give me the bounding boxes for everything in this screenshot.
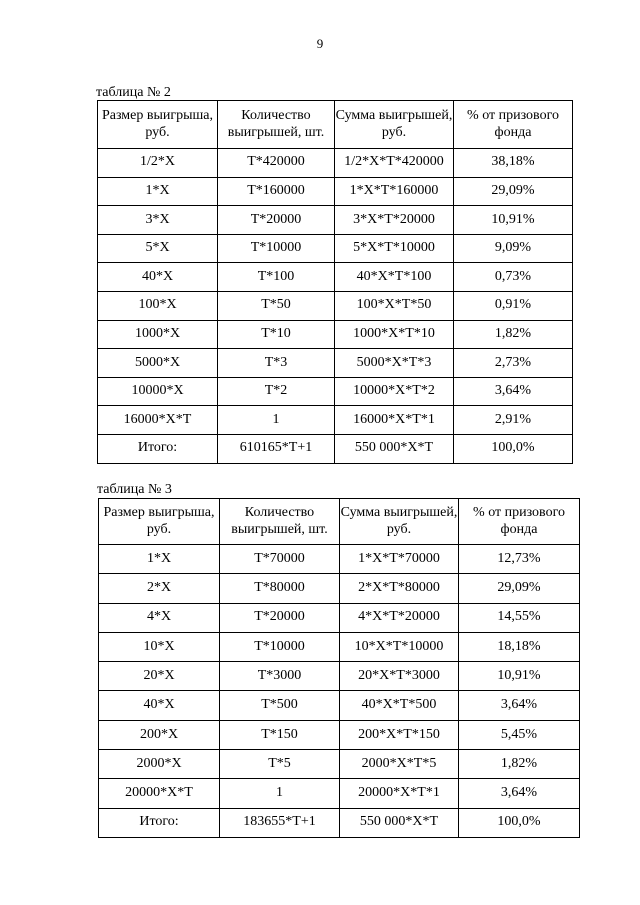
table-row <box>99 545 580 574</box>
table-cell: 5*X <box>98 234 218 263</box>
table-cell: 100*X <box>98 291 218 320</box>
table-row <box>98 291 573 320</box>
table-cell: 100,0% <box>459 808 580 837</box>
table-cell: 0,91% <box>454 291 573 320</box>
table-cell: 1*X*T*70000 <box>340 545 459 574</box>
table-row <box>98 320 573 349</box>
column-header: Количество выигрышей, шт. <box>218 101 335 149</box>
prize-table-2 <box>97 100 573 464</box>
table-cell: 10*X <box>99 632 220 661</box>
table-row <box>99 662 580 691</box>
table-row <box>98 349 573 378</box>
table-cell: 16000*X*T <box>98 406 218 435</box>
table-cell: 100*X*T*50 <box>335 291 454 320</box>
header-row <box>99 499 580 545</box>
table-cell: 20000*X*T*1 <box>340 779 459 808</box>
table-cell: Итого: <box>98 434 218 463</box>
column-header: % от призового фонда <box>454 101 573 149</box>
table-cell: 550 000*X*T <box>335 434 454 463</box>
table-cell: 3,64% <box>459 779 580 808</box>
table-cell: 1,82% <box>454 320 573 349</box>
table-cell: 29,09% <box>459 574 580 603</box>
table-cell: 3,64% <box>454 377 573 406</box>
table-cell: T*50 <box>218 291 335 320</box>
table-cell: T*10000 <box>218 234 335 263</box>
table-cell: 100,0% <box>454 434 573 463</box>
table-cell: 1 <box>218 406 335 435</box>
header-row <box>98 101 573 149</box>
table-cell: 1*X*T*160000 <box>335 177 454 206</box>
column-header: Сумма выигрышей, руб. <box>335 101 454 149</box>
table-cell: 5000*X <box>98 349 218 378</box>
table-cell: 5000*X*T*3 <box>335 349 454 378</box>
table-cell: 40*X*T*100 <box>335 263 454 292</box>
total-row <box>98 434 573 463</box>
prize-table-3 <box>98 498 580 838</box>
table-cell: T*500 <box>220 691 340 720</box>
table-cell: 550 000*X*T <box>340 808 459 837</box>
table-cell: 4*X <box>99 603 220 632</box>
table-row <box>99 603 580 632</box>
table-cell: 2*X <box>99 574 220 603</box>
page-number: 9 <box>316 36 324 51</box>
table-cell: T*100 <box>218 263 335 292</box>
column-header: Размер выигрыша, руб. <box>98 101 218 149</box>
table-cell: 1/2*X <box>98 149 218 178</box>
table-cell: 5*X*T*10000 <box>335 234 454 263</box>
table-cell: 40*X <box>99 691 220 720</box>
table-cell: 10000*X <box>98 377 218 406</box>
table-cell: T*70000 <box>220 545 340 574</box>
table-row <box>99 779 580 808</box>
table-cell: T*80000 <box>220 574 340 603</box>
table-cell: 16000*X*T*1 <box>335 406 454 435</box>
table-cell: T*20000 <box>220 603 340 632</box>
table-cell: T*5 <box>220 750 340 779</box>
table-cell: 610165*T+1 <box>218 434 335 463</box>
table-cell: 1/2*X*T*420000 <box>335 149 454 178</box>
table-cell: T*2 <box>218 377 335 406</box>
table-row <box>98 177 573 206</box>
table-header <box>98 101 573 149</box>
table-cell: Итого: <box>99 808 220 837</box>
table-cell: 4*X*T*20000 <box>340 603 459 632</box>
table-cell: T*3000 <box>220 662 340 691</box>
table-cell: 3,64% <box>459 691 580 720</box>
column-header: % от призового фонда <box>459 499 580 545</box>
table-row <box>98 263 573 292</box>
total-row <box>99 808 580 837</box>
table-cell: 1000*X <box>98 320 218 349</box>
table-caption: таблица № 3 <box>97 482 172 497</box>
table-cell: 183655*T+1 <box>220 808 340 837</box>
table-cell: 3*X <box>98 206 218 235</box>
table-cell: 10,91% <box>459 662 580 691</box>
table-cell: T*160000 <box>218 177 335 206</box>
table-cell: 20000*X*T <box>99 779 220 808</box>
table-cell: T*3 <box>218 349 335 378</box>
column-header: Размер выигрыша, руб. <box>99 499 220 545</box>
table-row <box>99 632 580 661</box>
table-cell: 200*X*T*150 <box>340 720 459 749</box>
table-cell: 2000*X <box>99 750 220 779</box>
table-cell: 10*X*T*10000 <box>340 632 459 661</box>
table-cell: 14,55% <box>459 603 580 632</box>
table-row <box>98 377 573 406</box>
column-header: Количество выигрышей, шт. <box>220 499 340 545</box>
table-cell: 2,91% <box>454 406 573 435</box>
table-cell: 3*X*T*20000 <box>335 206 454 235</box>
table-cell: 40*X*T*500 <box>340 691 459 720</box>
table-cell: 38,18% <box>454 149 573 178</box>
table-cell: T*20000 <box>218 206 335 235</box>
table-row <box>98 234 573 263</box>
table-cell: 12,73% <box>459 545 580 574</box>
table-cell: 5,45% <box>459 720 580 749</box>
table-cell: 10000*X*T*2 <box>335 377 454 406</box>
column-header: Сумма выигрышей, руб. <box>340 499 459 545</box>
table-cell: 1*X <box>98 177 218 206</box>
table-cell: 0,73% <box>454 263 573 292</box>
table-cell: 2*X*T*80000 <box>340 574 459 603</box>
table-cell: T*150 <box>220 720 340 749</box>
table-cell: 10,91% <box>454 206 573 235</box>
table-cell: T*420000 <box>218 149 335 178</box>
table-row <box>99 574 580 603</box>
table-cell: 20*X <box>99 662 220 691</box>
table-cell: 9,09% <box>454 234 573 263</box>
table-cell: T*10000 <box>220 632 340 661</box>
table-cell: 2,73% <box>454 349 573 378</box>
table-cell: 40*X <box>98 263 218 292</box>
table-row <box>99 720 580 749</box>
table-row <box>99 691 580 720</box>
table-caption: таблица № 2 <box>96 85 171 100</box>
table-cell: 1000*X*T*10 <box>335 320 454 349</box>
table-cell: 2000*X*T*5 <box>340 750 459 779</box>
table-cell: 1,82% <box>459 750 580 779</box>
table-row <box>99 750 580 779</box>
table-cell: T*10 <box>218 320 335 349</box>
table-cell: 1 <box>220 779 340 808</box>
table-cell: 1*X <box>99 545 220 574</box>
table-cell: 200*X <box>99 720 220 749</box>
table-header <box>99 499 580 545</box>
table-row <box>98 149 573 178</box>
table-row <box>98 406 573 435</box>
table-cell: 18,18% <box>459 632 580 661</box>
table-row <box>98 206 573 235</box>
table-cell: 29,09% <box>454 177 573 206</box>
table-cell: 20*X*T*3000 <box>340 662 459 691</box>
